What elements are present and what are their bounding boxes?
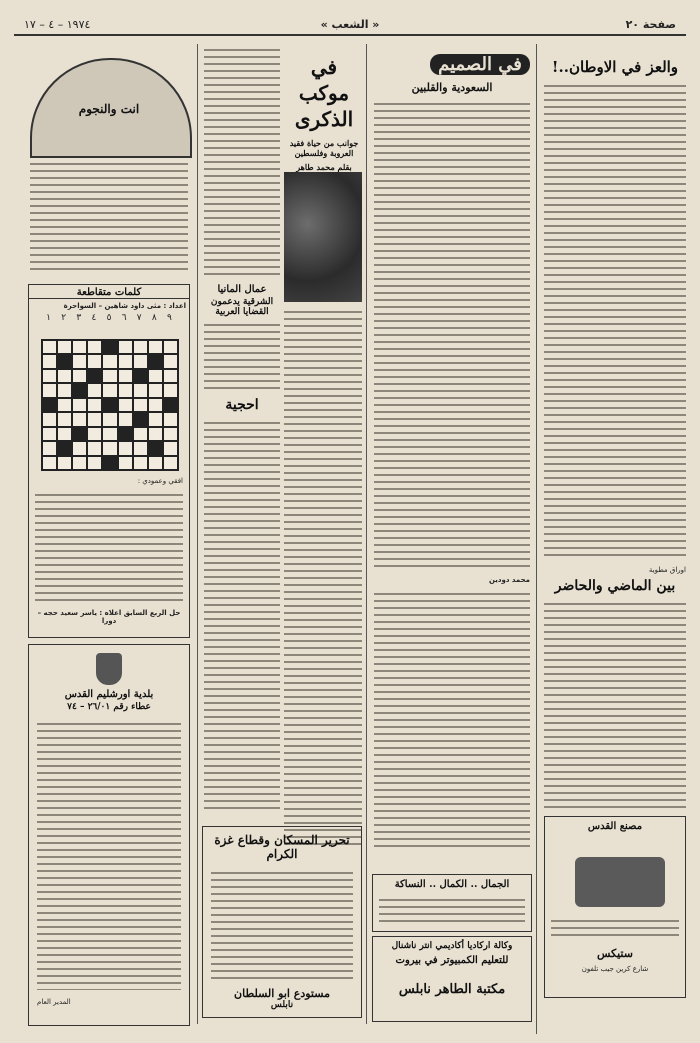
crossword-cell <box>72 354 87 368</box>
crossword-cell <box>118 412 133 426</box>
ad2-title: ستيكس <box>597 947 633 960</box>
crossword-cell <box>163 369 178 383</box>
crossword-cell <box>87 398 102 412</box>
crossword-cell <box>148 340 163 354</box>
germany-title: عمال المانيا <box>217 284 267 295</box>
crossword-numbers <box>41 313 177 323</box>
page-header <box>14 18 686 36</box>
crossword-number: ٩ <box>167 313 172 323</box>
germany-workers-block <box>204 284 280 809</box>
crossword-cell <box>42 427 57 441</box>
crossword-cell <box>57 427 72 441</box>
header-paper-name: « الشعب » <box>320 18 380 31</box>
crossword-cell <box>42 354 57 368</box>
crossword-cell <box>102 354 117 368</box>
ad-box <box>544 816 686 998</box>
crossword-clues <box>35 491 183 601</box>
academy-sub: للتعليم الكمبيوتر في بيروت <box>395 955 509 966</box>
store-name: مكتبة الطاهر نابلس <box>398 982 506 997</box>
crossword-cell <box>118 398 133 412</box>
crossword-cell <box>57 369 72 383</box>
crossword-cell <box>87 369 102 383</box>
crossword-cell <box>87 412 102 426</box>
crossword-cell <box>118 383 133 397</box>
germany-subtitle: الشرقية يدعمون القضايا العربية <box>210 297 274 317</box>
crossword-cell <box>87 354 102 368</box>
muni-title: بلدية اورشليم القدس <box>64 689 154 700</box>
crossword-clues-label: افقي وعمودي : <box>137 477 183 485</box>
crossword-cell <box>42 456 57 470</box>
ad-illustration <box>575 857 665 907</box>
crossword-cell <box>72 427 87 441</box>
crossword-cell <box>87 441 102 455</box>
gaza-title: تحرير المسكان وقطاع غزة الكرام <box>214 833 350 861</box>
col2-article-2 <box>374 590 530 850</box>
crossword-number: ٢ <box>61 313 67 323</box>
crossword-cell <box>102 383 117 397</box>
crossword-cell <box>148 369 163 383</box>
crossword-cell <box>163 383 178 397</box>
academy-ad <box>372 936 532 1022</box>
col3-author: بقلم محمد طاهر <box>296 162 352 172</box>
crossword-number: ٨ <box>151 313 157 323</box>
ad2-sub: شارع كرين جيب تلفون <box>581 965 649 973</box>
crossword-cell <box>148 427 163 441</box>
muni-signer: المدير العام <box>37 998 71 1006</box>
crossword-cell <box>72 412 87 426</box>
crossword-cell <box>57 412 72 426</box>
crossword-title: كلمات متقاطعة <box>29 287 189 299</box>
crossword-cell <box>118 441 133 455</box>
crossword-cell <box>118 369 133 383</box>
crossword-cell <box>72 441 87 455</box>
academy-title: وكالة اركاديا أكاديمي انتر ناشنال <box>391 941 513 951</box>
gaza-city: نابلس <box>270 1000 294 1010</box>
crossword-cell <box>102 398 117 412</box>
crossword-number: ٣ <box>76 313 82 323</box>
crossword-cell <box>102 412 117 426</box>
col1-headline2: بين الماضي والحاضر <box>554 578 676 594</box>
col2-article <box>374 100 530 570</box>
col1-title: والعز في الاوطان..! <box>551 58 679 76</box>
crossword-cell <box>163 398 178 412</box>
crossword-cell <box>148 354 163 368</box>
crossword-cell <box>72 383 87 397</box>
crossword-cell <box>42 340 57 354</box>
germany-text <box>204 321 280 391</box>
crossword-cell <box>118 354 133 368</box>
crossword-cell <box>148 456 163 470</box>
article-text <box>544 600 686 810</box>
puzzle-text <box>204 419 280 809</box>
crossword-grid <box>41 339 179 471</box>
column-rule <box>536 44 537 1034</box>
stars-title: انت والنجوم <box>78 102 140 116</box>
crossword-cell <box>118 456 133 470</box>
crossword-cell <box>163 412 178 426</box>
ad-title: مصنع القدس <box>587 821 643 832</box>
crossword-cell <box>133 427 148 441</box>
crossword-cell <box>102 369 117 383</box>
crossword-cell <box>148 412 163 426</box>
crossword-cell <box>72 456 87 470</box>
crossword-cell <box>163 354 178 368</box>
column-rule <box>366 44 367 1024</box>
crossword-cell <box>133 412 148 426</box>
header-date: ١٩٧٤ – ٤ – ١٧ <box>24 18 91 31</box>
col3-subtitle: جوانب من حياة فقيد العروبة وفلسطين <box>289 138 359 158</box>
crossword-cell <box>163 441 178 455</box>
crossword-cell <box>42 369 57 383</box>
muni-subtitle: عطاء رقم ٢٦/٠١ – ٧٤ <box>67 702 151 712</box>
municipality-notice <box>28 644 190 1026</box>
gaza-sign: مستودع ابو السلطان <box>234 987 330 1000</box>
crossword-cell <box>163 456 178 470</box>
column-3 <box>200 44 364 1034</box>
crossword-cell <box>102 441 117 455</box>
crossword-number: ٧ <box>136 313 142 323</box>
crossword-cell <box>148 441 163 455</box>
column-2 <box>370 44 534 1034</box>
horoscope-text <box>30 160 188 270</box>
crossword-number: ٤ <box>91 313 97 323</box>
notice-box <box>372 874 532 932</box>
muni-text <box>37 720 181 990</box>
col1-subtitle: اوراق مطوية <box>648 566 686 574</box>
crossword-cell <box>87 340 102 354</box>
crossword-cell <box>42 441 57 455</box>
crossword-cell <box>72 340 87 354</box>
crossword-cell <box>102 340 117 354</box>
crossword-box <box>28 284 190 638</box>
crossword-cell <box>148 383 163 397</box>
crossword-cell <box>133 441 148 455</box>
crossword-cell <box>118 427 133 441</box>
crossword-number: ٦ <box>121 313 127 323</box>
crossword-cell <box>57 383 72 397</box>
notice-text <box>379 896 525 924</box>
crossword-answer: حل الربع السابق اعلاه : ياسر سعيد حجه – دورا <box>37 609 181 625</box>
crossword-cell <box>133 369 148 383</box>
crossword-cell <box>87 456 102 470</box>
crowd-photo <box>284 172 362 302</box>
crossword-cell <box>42 383 57 397</box>
col3-title: في موكب الذكرى <box>294 55 354 131</box>
crossword-cell <box>57 340 72 354</box>
crossword-cell <box>163 427 178 441</box>
crossword-cell <box>163 340 178 354</box>
notice-title: الجمال .. الكمال .. النساكة <box>394 879 510 890</box>
crossword-cell <box>133 383 148 397</box>
column-4 <box>24 44 194 1034</box>
crossword-cell <box>57 354 72 368</box>
col3-side-text <box>204 46 280 276</box>
gaza-ad <box>202 826 362 1018</box>
crossword-cell <box>87 427 102 441</box>
crossword-cell <box>57 398 72 412</box>
crossword-cell <box>133 340 148 354</box>
poem-text <box>544 82 686 560</box>
gaza-text <box>211 869 353 979</box>
crossword-number: ١ <box>46 313 51 323</box>
crossword-cell <box>102 456 117 470</box>
crossword-cell <box>57 441 72 455</box>
crossword-author: اعداد : مثى داود شاهين – السواحرة <box>63 302 186 310</box>
municipality-emblem <box>96 653 122 685</box>
column-1 <box>540 44 690 1034</box>
crossword-cell <box>133 398 148 412</box>
crossword-cell <box>72 398 87 412</box>
crossword-cell <box>118 340 133 354</box>
column-rule <box>197 44 198 1024</box>
crossword-cell <box>87 383 102 397</box>
crossword-cell <box>42 398 57 412</box>
crossword-cell <box>148 398 163 412</box>
crossword-number: ٥ <box>106 313 112 323</box>
header-page-label: صفحة ٢٠ <box>625 18 676 31</box>
crossword-cell <box>133 354 148 368</box>
puzzle-title: احجية <box>225 397 259 413</box>
col2-title: السعودية والقلبين <box>411 81 493 94</box>
col2-byline: محمد دودين <box>488 576 530 584</box>
crossword-cell <box>72 369 87 383</box>
crossword-cell <box>133 456 148 470</box>
crossword-cell <box>102 427 117 441</box>
col2-kicker: في الصميم <box>430 54 530 75</box>
col3-article <box>284 308 362 848</box>
crossword-cell <box>42 412 57 426</box>
ad-text <box>551 917 679 937</box>
crossword-cell <box>57 456 72 470</box>
